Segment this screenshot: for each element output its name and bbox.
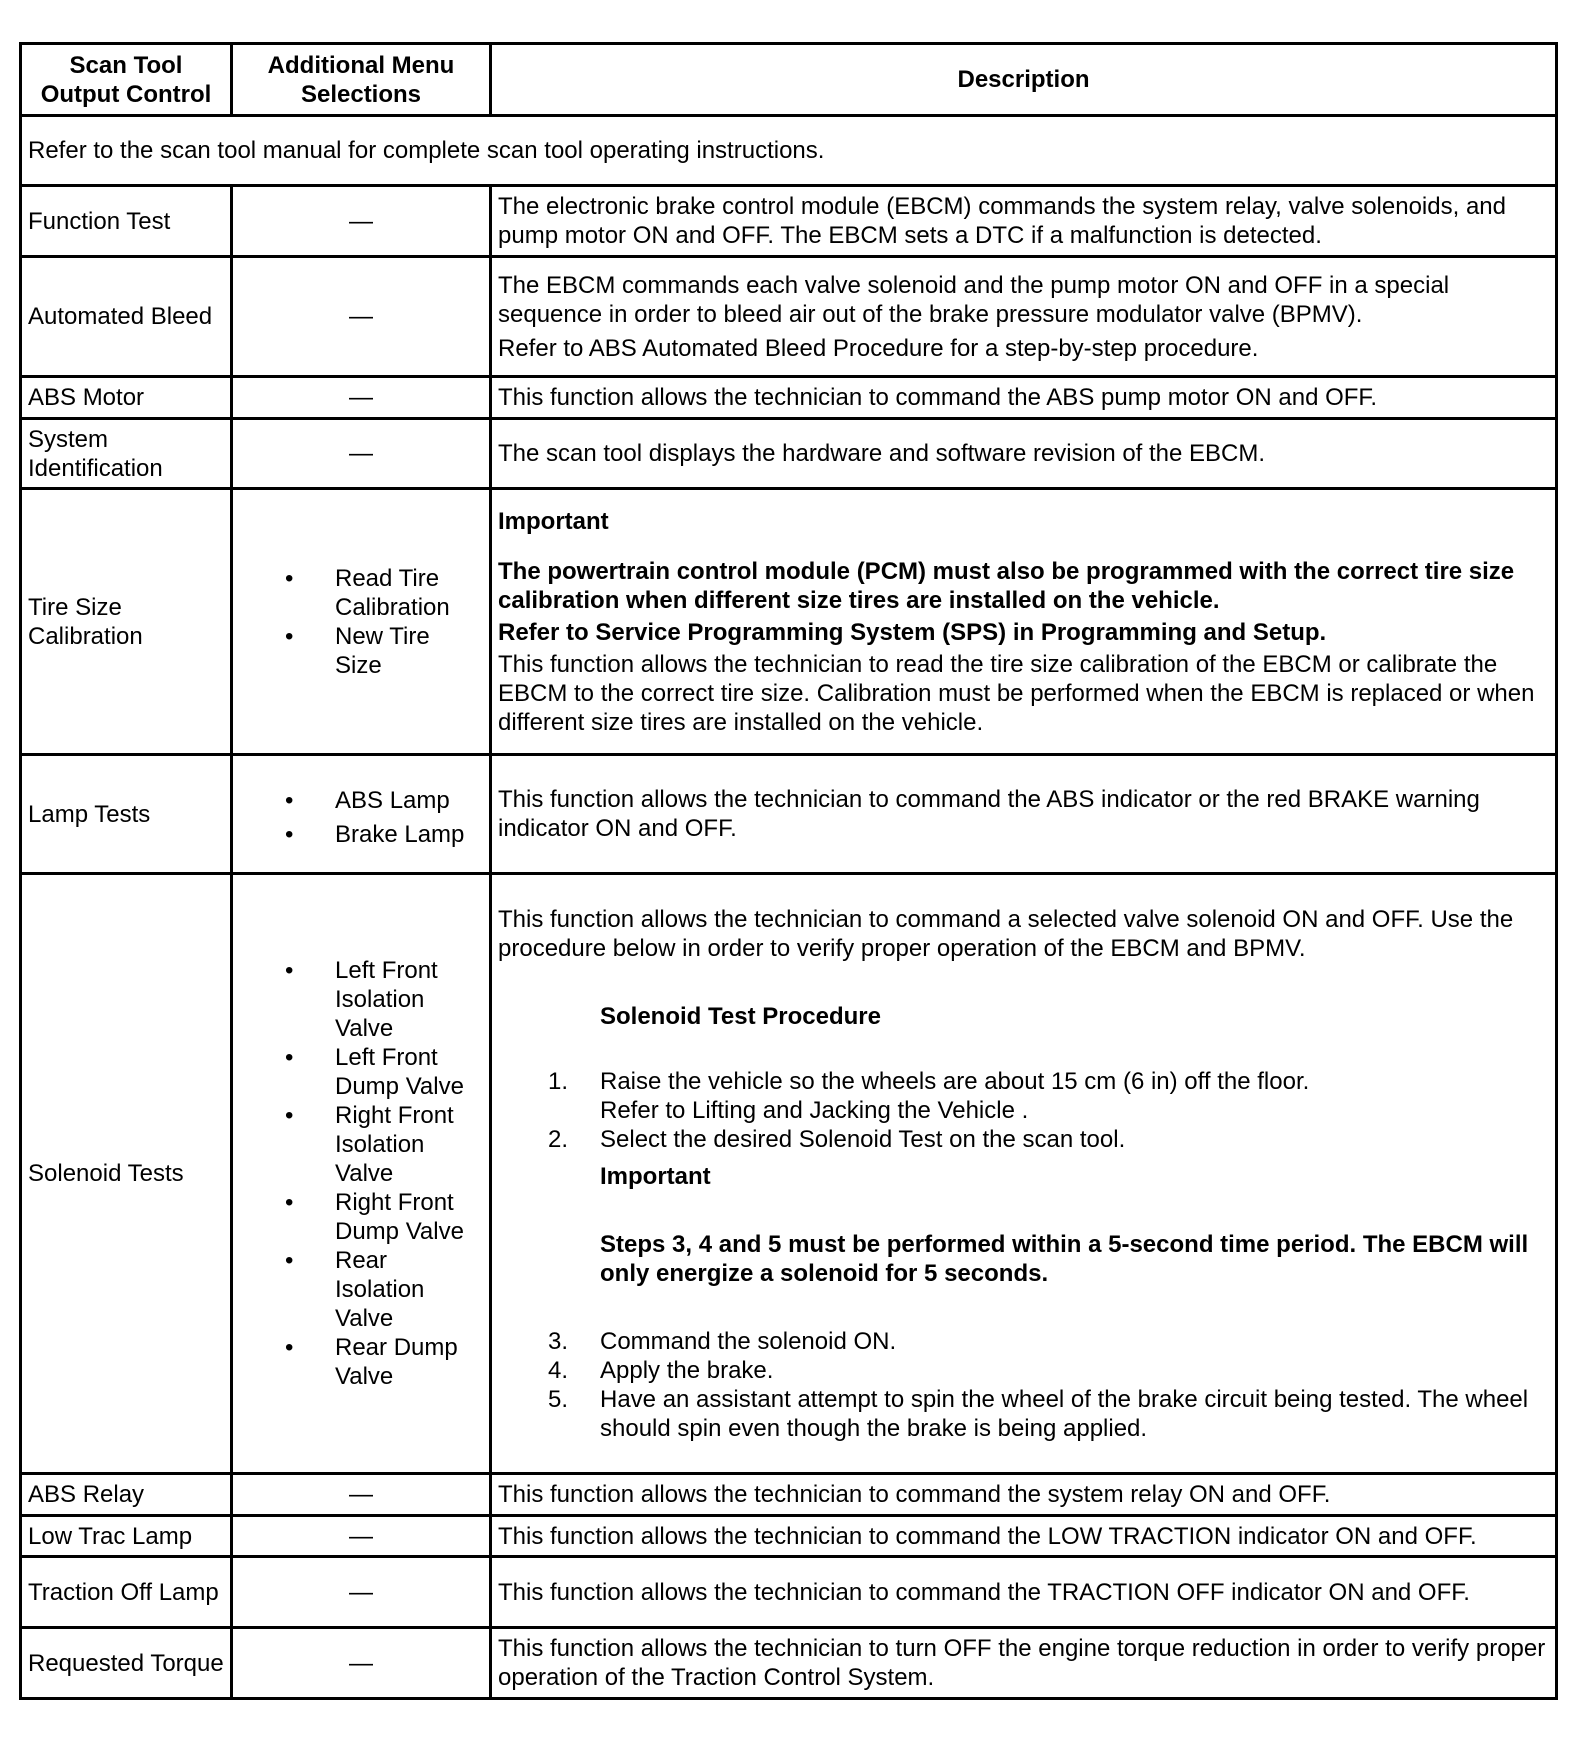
- row-menu: [232, 874, 491, 1474]
- row-menu-dash: —: [232, 377, 491, 419]
- important-label: Important: [498, 507, 609, 535]
- menu-selection-item: • Rear Isolation Valve: [285, 1246, 483, 1333]
- menu-selection-list: [239, 786, 483, 849]
- procedure-step: [498, 1125, 1549, 1154]
- row-name: Function Test: [21, 186, 232, 257]
- row-menu-dash: —: [232, 1474, 491, 1516]
- procedure-step: [498, 1385, 1549, 1443]
- row-menu-dash: —: [232, 1516, 491, 1557]
- table-row: [21, 257, 1557, 377]
- step-text: Command the solenoid ON.: [600, 1327, 897, 1355]
- table-row: [21, 1557, 1557, 1628]
- row-description: [491, 257, 1557, 377]
- table-row: [21, 874, 1557, 1474]
- important-label: Important: [600, 1162, 711, 1190]
- description-paragraph: This function allows the technician to command a selected valve solenoid ON and OFF. Use the procedure below in order to verify proper operation of the EBCM and BPMV.: [498, 905, 1514, 962]
- description-paragraph: Refer to ABS Automated Bleed Procedure for a step-by-step procedure.: [498, 334, 1259, 362]
- row-description: This function allows the technician to command the ABS pump motor ON and OFF.: [491, 377, 1557, 419]
- row-description: This function allows the technician to command the TRACTION OFF indicator ON and OFF.: [491, 1557, 1557, 1628]
- scan-tool-output-control-table: [19, 42, 1558, 1700]
- menu-selection-item: • Brake Lamp: [285, 820, 483, 849]
- step-text: Raise the vehicle so the wheels are about 15 cm (6 in) off the floor.: [600, 1067, 1310, 1095]
- step-number: 5.: [548, 1385, 569, 1413]
- row-description: The scan tool displays the hardware and software revision of the EBCM.: [491, 419, 1557, 489]
- description-paragraph: The EBCM commands each valve solenoid and the pump motor ON and OFF in a special sequence in order to bleed air out of the brake pressure modulator valve (BPMV).: [498, 271, 1450, 328]
- table-row: [21, 489, 1557, 755]
- row-description: [491, 489, 1557, 755]
- row-name: System Identification: [21, 419, 232, 489]
- important-note: Refer to Service Programming System (SPS) in Programming and Setup.: [498, 618, 1327, 646]
- row-description: This function allows the technician to command the ABS indicator or the red BRAKE warning indicator ON and OFF.: [491, 755, 1557, 874]
- procedure-steps: [498, 1067, 1549, 1154]
- menu-selection-item: • Read Tire Calibration: [285, 564, 483, 622]
- step-number: 1.: [548, 1067, 569, 1095]
- step-text: Apply the brake.: [600, 1356, 774, 1384]
- header-scan-tool-output-control: Scan Tool Output Control: [21, 44, 232, 116]
- intro-row: [21, 116, 1557, 186]
- description-paragraph: This function allows the technician to read the tire size calibration of the EBCM or calibrate the EBCM to the correct tire size. Calibration must be performed when the EBCM is replaced or when different size tires are installed on the vehicle.: [498, 650, 1535, 736]
- dash-text: —: [349, 303, 373, 330]
- header-row: [21, 44, 1557, 116]
- procedure-step: [498, 1327, 1549, 1356]
- row-name-text: Automated Bleed: [28, 303, 213, 330]
- table-row: [21, 755, 1557, 874]
- row-name: ABS Relay: [21, 1474, 232, 1516]
- row-name: Traction Off Lamp: [21, 1557, 232, 1628]
- row-description: The electronic brake control module (EBCM) commands the system relay, valve solenoids, and pump motor ON and OFF. The EBCM sets a DTC if a malfunction is detected.: [491, 186, 1557, 257]
- row-menu-dash: —: [232, 1628, 491, 1699]
- table-row: [21, 1516, 1557, 1557]
- row-menu: [232, 755, 491, 874]
- row-description: This function allows the technician to turn OFF the engine torque reduction in order to verify proper operation of the Traction Control System.: [491, 1628, 1557, 1699]
- important-note: The powertrain control module (PCM) must also be programmed with the correct tire size calibration when different size tires are installed on the vehicle.: [498, 557, 1515, 614]
- row-name: Requested Torque: [21, 1628, 232, 1699]
- row-name: Lamp Tests: [21, 755, 232, 874]
- menu-selection-item: • Right Front Isolation Valve: [285, 1101, 483, 1188]
- row-name: Low Trac Lamp: [21, 1516, 232, 1557]
- row-description: This function allows the technician to command the system relay ON and OFF.: [491, 1474, 1557, 1516]
- row-menu-dash: —: [232, 1557, 491, 1628]
- table-row: [21, 186, 1557, 257]
- step-text: Select the desired Solenoid Test on the scan tool.: [600, 1125, 1126, 1153]
- menu-selection-item: • New Tire Size: [285, 622, 483, 680]
- row-name: [21, 257, 232, 377]
- row-menu-dash: [232, 257, 491, 377]
- procedure-step: [498, 1356, 1549, 1385]
- procedure-step: [498, 1067, 1549, 1125]
- row-name: Tire Size Calibration: [21, 489, 232, 755]
- header-additional-menu-selections: Additional Menu Selections: [232, 44, 491, 116]
- menu-selection-item: • Rear Dump Valve: [285, 1333, 483, 1391]
- row-menu-dash: —: [232, 419, 491, 489]
- step-number: 4.: [548, 1356, 569, 1384]
- row-menu: [232, 489, 491, 755]
- important-note: Steps 3, 4 and 5 must be performed within a 5-second time period. The EBCM will only energize a solenoid for 5 seconds.: [600, 1230, 1529, 1287]
- step-number: 3.: [548, 1327, 569, 1355]
- row-name: ABS Motor: [21, 377, 232, 419]
- menu-selection-item: • Left Front Isolation Valve: [285, 956, 483, 1043]
- table-row: [21, 419, 1557, 489]
- menu-selection-item: • Right Front Dump Valve: [285, 1188, 483, 1246]
- row-description: This function allows the technician to command the LOW TRACTION indicator ON and OFF.: [491, 1516, 1557, 1557]
- table-row: [21, 377, 1557, 419]
- procedure-steps: [498, 1327, 1549, 1443]
- menu-selection-list: [239, 956, 483, 1391]
- menu-selection-item: • ABS Lamp: [285, 786, 483, 815]
- header-description: Description: [491, 44, 1557, 116]
- table-row: [21, 1474, 1557, 1516]
- step-subtext: Refer to Lifting and Jacking the Vehicle .: [600, 1096, 1029, 1124]
- row-description: [491, 874, 1557, 1474]
- menu-selection-item: • Left Front Dump Valve: [285, 1043, 483, 1101]
- intro-text: Refer to the scan tool manual for complete scan tool operating instructions.: [21, 116, 1557, 186]
- table-row: [21, 1628, 1557, 1699]
- row-menu-dash: —: [232, 186, 491, 257]
- step-number: 2.: [548, 1125, 569, 1153]
- procedure-title: Solenoid Test Procedure: [600, 1002, 881, 1030]
- menu-selection-list: [239, 564, 483, 680]
- row-name: Solenoid Tests: [21, 874, 232, 1474]
- step-text: Have an assistant attempt to spin the wheel of the brake circuit being tested. The wheel should spin even though the brake is being applied.: [600, 1385, 1529, 1442]
